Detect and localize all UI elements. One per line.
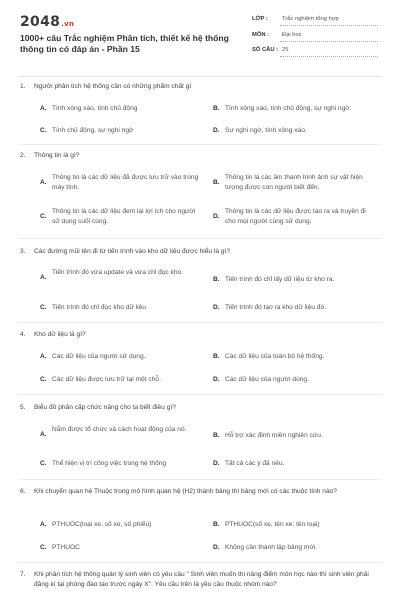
question-divider [18, 322, 382, 323]
option-text: Thông tin là các âm thanh hình ảnh sự vật hiện tượng được con người biết đến. [225, 174, 363, 191]
option-text: Các dữ liệu được lưu trữ tại một chỗ . [52, 376, 163, 383]
option-text: PTHUOC [52, 544, 80, 551]
option-text: Tiến trình đó chỉ đọc kho dữ liệu [52, 304, 146, 311]
option-letter: A. [40, 105, 47, 112]
option-text: Tất cả các ý đã nêu. [225, 460, 285, 467]
option-text: Tính xông xáo, tính chủ động, sự nghi ngờ. [225, 105, 352, 112]
meta-value: Đại học [282, 32, 302, 38]
option-letter: C. [40, 544, 47, 551]
option-letter: A. [40, 521, 47, 528]
option-text: Thông tin là các dữ liệu đem lại lợi ích cho người sử dụng cuối cùng. [52, 208, 196, 225]
meta-key: SỐ CÂU : [252, 47, 279, 53]
option-letter: D. [213, 127, 220, 134]
document-header [0, 0, 400, 72]
option-text: Thông tin là các dữ liệu đã được lưu trữ vào trong máy tính. [52, 174, 199, 191]
option-letter: D. [213, 376, 220, 383]
question-number: 5. [20, 404, 26, 411]
question-text: Khi chuyển quan hệ Thuộc trong mô hình quan hệ (H2) thành bảng thì bảng mới có các thuộc tính nào? [34, 488, 337, 495]
option-text: Hỗ trợ xác định miền nghiên cứu. [225, 432, 323, 439]
option-letter: C. [40, 376, 47, 383]
option-letter: D. [213, 213, 220, 220]
option-letter: A. [40, 431, 47, 438]
question-text: Biểu đồ phân cấp chức năng cho ta biết điều gì? [34, 404, 176, 411]
option-letter: C. [40, 460, 47, 467]
option-letter: B. [213, 353, 220, 360]
meta-underline [280, 41, 378, 42]
option-text: Các dữ liệu của người dùng. [225, 376, 309, 383]
logo-suffix: .vn [61, 20, 75, 28]
question-number: 7. [20, 571, 26, 578]
meta-underline [280, 25, 378, 26]
option-letter: C. [40, 304, 47, 311]
option-text: Tiến trình đó tạo ra kho dữ liệu đó. [225, 304, 326, 311]
question-text: Người phân tích hệ thống cần có những phẩm chất gì [34, 83, 192, 90]
option-letter: D. [213, 304, 220, 311]
option-letter: A. [40, 274, 47, 281]
document-title: 1000+ câu Trắc nghiệm Phân tích, thiết kế hệ thống thông tin có đáp án - Phần 15 [20, 33, 229, 54]
meta-underline [280, 56, 378, 57]
option-text: Các dữ liệu của toàn bộ hệ thống. [225, 353, 325, 360]
header-divider [18, 76, 382, 77]
question-divider [18, 144, 382, 145]
option-text: PTHUOC(loại xe, số xe, số phiếu) [52, 521, 152, 528]
option-text: Không cần thành lập bảng mới. [225, 544, 317, 551]
meta-key: MÔN : [252, 32, 270, 38]
option-letter: B. [213, 432, 220, 439]
question-divider [18, 479, 382, 480]
question-number: 2. [20, 152, 26, 159]
option-letter: B. [213, 276, 220, 283]
question-text: Các đường mũi tên đi từ tiến trình vào kho dữ liệu được hiểu là gì? [34, 248, 231, 255]
option-letter: B. [213, 105, 220, 112]
option-letter: D. [213, 460, 220, 467]
option-text: Tiến trình đó chỉ lấy dữ liệu từ kho ra. [225, 276, 335, 283]
meta-value: 25 [282, 47, 289, 53]
option-letter: C. [40, 127, 47, 134]
option-text: Thể hiện vị trí công việc trong hệ thống [52, 460, 166, 467]
option-letter: D. [213, 544, 220, 551]
question-text: Khi phân tích hệ thống quản lý sinh viên có yêu cầu " Sinh viên muốn thi nâng điểm môn học nào thì sinh viên phải đăng kí tại phòng đào tạo trước ngày X". Yêu cầu trên là yêu cầu thuộc nhóm nào? [34, 571, 369, 588]
question-text: Thông tin là gì? [34, 152, 80, 159]
option-text: Thông tin là các dữ liệu được tạo ra và truyền đi cho mọi người cùng sử dụng. [225, 208, 366, 225]
option-text: Các dữ liệu của người sử dụng. [52, 353, 146, 360]
logo-text: 2048 [20, 14, 61, 30]
option-text: Tính xông xáo, tính chủ động [52, 105, 138, 112]
meta-value: Trắc nghiệm tổng hợp [282, 16, 339, 22]
option-text: Tiến trình đó vừa update và vừa chỉ đọc kho. [52, 269, 184, 276]
meta-key: LỚP : [252, 16, 268, 22]
question-number: 3. [20, 248, 26, 255]
question-number: 1. [20, 83, 26, 90]
site-logo[interactable] [20, 14, 74, 30]
question-text: Kho dữ liệu là gì? [34, 331, 86, 338]
option-text: PTHUOC(số xe, tên xe, tên loại) [225, 521, 320, 528]
option-letter: B. [213, 179, 220, 186]
question-number: 4. [20, 331, 26, 338]
option-text: Sự nghi ngờ, tính xông xáo. [225, 127, 307, 134]
question-divider [18, 238, 382, 239]
option-text: Nắm được tổ chức và cách hoạt động của nó. [52, 426, 187, 433]
question-divider [18, 394, 382, 395]
question-divider [18, 562, 382, 563]
question-number: 6. [20, 488, 26, 495]
option-text: Tính chủ động, sự nghi ngờ [52, 127, 134, 134]
option-letter: C. [40, 213, 47, 220]
option-letter: A. [40, 179, 47, 186]
option-letter: A. [40, 353, 47, 360]
question [20, 570, 382, 600]
option-letter: B. [213, 521, 220, 528]
